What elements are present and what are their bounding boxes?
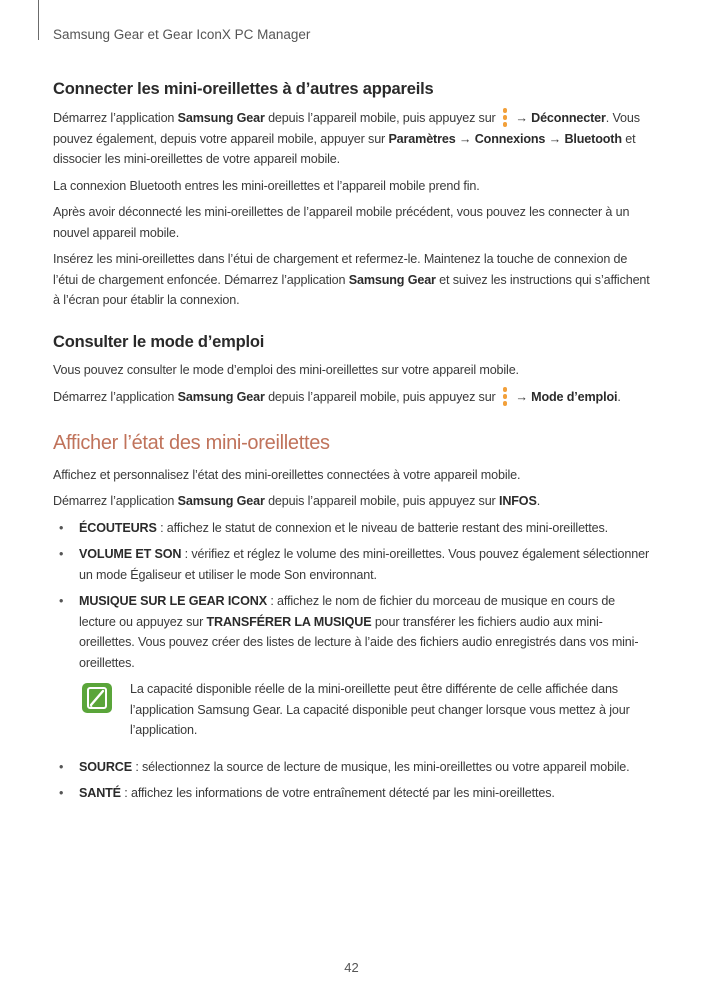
- bullet-icon: •: [59, 594, 64, 608]
- section2-paragraph-2: Démarrez l’application Samsung Gear depuis l’appareil mobile, puis appuyez sur → Mode d’emploi.: [53, 386, 653, 408]
- info-list: [53, 518, 653, 674]
- section1-paragraph-3: Après avoir déconnecté les mini-oreillettes de l’appareil mobile précédent, vous pouvez les connecter à un nouvel appareil mobile.: [53, 205, 630, 240]
- bullet-icon: •: [59, 520, 64, 535]
- bullet-icon: •: [59, 547, 64, 561]
- section3-paragraph-2: Démarrez l’application Samsung Gear depuis l’appareil mobile, puis appuyez sur INFOS.: [53, 494, 541, 508]
- page-number: 42: [344, 960, 359, 975]
- section1-paragraph-2: La connexion Bluetooth entres les mini-oreillettes et l’appareil mobile prend fin.: [53, 178, 480, 193]
- header-title: Samsung Gear et Gear IconX PC Manager: [53, 27, 311, 42]
- note-icon: [82, 683, 112, 713]
- list-item: • SANTÉ : affichez les informations de votre entraînement détecté par les mini-oreillettes.: [53, 783, 653, 804]
- section2-paragraph-1: Vous pouvez consulter le mode d’emploi des mini-oreillettes sur votre appareil mobile.: [53, 362, 519, 377]
- page-content: [53, 80, 653, 810]
- info-list-continued: [53, 757, 653, 804]
- note-text: La capacité disponible réelle de la mini-oreillette peut être différente de celle affichée dans l’application Samsung Gear. La capacité disponible peut changer lorsque vous mettez à jour l’application.: [130, 682, 630, 737]
- section1-paragraph-1: Démarrez l’application Samsung Gear depuis l’appareil mobile, puis appuyez sur → Déconnecter. Vous pouvez également, depuis votre appareil mobile, appuyer sur Paramètres → Connexions → Bluetooth et dissocier les mini-oreillettes de votre appareil mobile.: [53, 107, 653, 170]
- bullet-icon: •: [59, 759, 64, 774]
- section3-paragraph-1: Affichez et personnalisez l’état des mini-oreillettes connectées à votre appareil mobile.: [53, 467, 521, 482]
- list-item: • SOURCE : sélectionnez la source de lecture de musique, les mini-oreillettes ou votre appareil mobile.: [53, 757, 653, 778]
- more-options-icon: [502, 107, 508, 127]
- section3-title: Afficher l’état des mini-oreillettes: [53, 431, 330, 454]
- section2-title: Consulter le mode d’emploi: [53, 332, 265, 351]
- note-box: [53, 679, 653, 741]
- more-options-icon: [502, 386, 508, 406]
- header-rule: [38, 0, 39, 40]
- list-item: • ÉCOUTEURS : affichez le statut de connexion et le niveau de batterie restant des mini-oreillettes.: [53, 518, 653, 539]
- section1-title: Connecter les mini-oreillettes à d’autres appareils: [53, 80, 434, 98]
- list-item: • MUSIQUE SUR LE GEAR ICONX : affichez le nom de fichier du morceau de musique en cours de lecture ou appuyez sur TRANSFÉRER LA MUSIQUE pour transférer les fichiers audio aux mini-oreillettes. Vous pouvez créer des listes de lecture à l’aide des fichiers audio enregistrés dans vos mini-oreillettes.: [53, 591, 653, 673]
- bullet-icon: •: [59, 786, 64, 800]
- section1-paragraph-4: Insérez les mini-oreillettes dans l’étui de chargement et refermez-le. Maintenez la touche de connexion de l’étui de chargement enfoncée. Démarrez l’application Samsung Gear et suivez les instructions qui s’affichent à l’écran pour établir la connexion.: [53, 252, 650, 307]
- list-item: • VOLUME ET SON : vérifiez et réglez le volume des mini-oreillettes. Vous pouvez également sélectionner un mode Égaliseur et utiliser le mode Son environnant.: [53, 544, 653, 585]
